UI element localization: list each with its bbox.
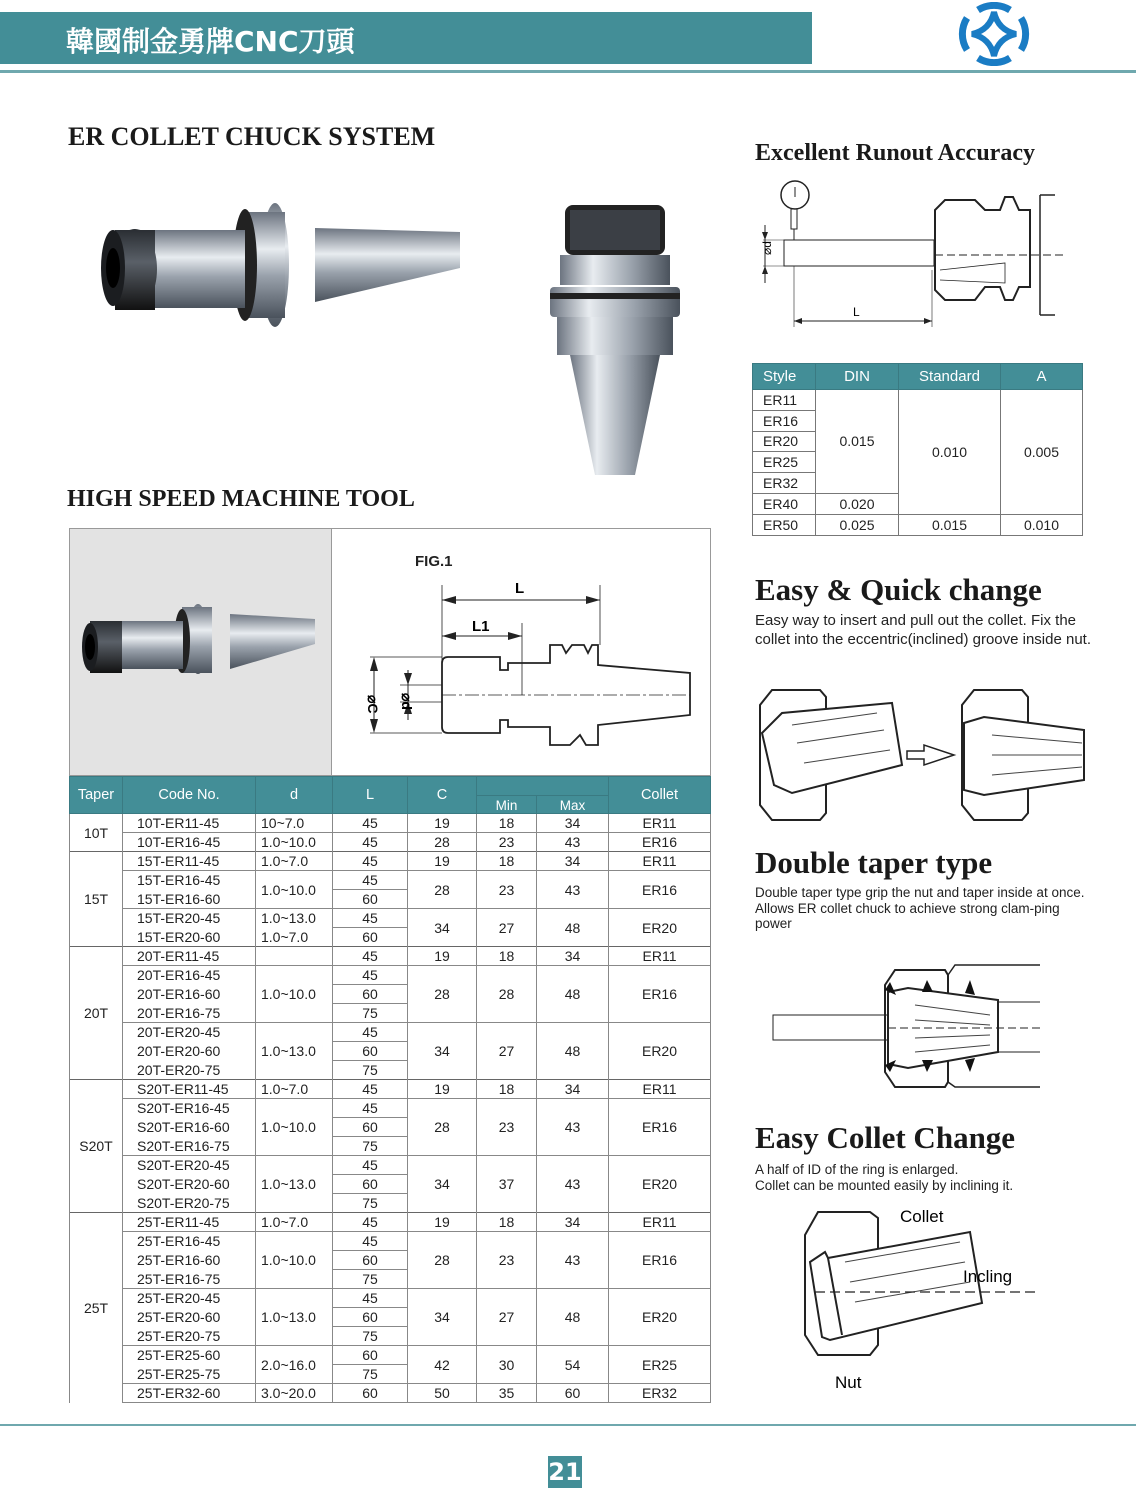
table-row xyxy=(70,1156,711,1175)
table-row xyxy=(70,1099,711,1118)
min-cell: 18 xyxy=(477,947,537,966)
code-cell: 20T-ER20-75 xyxy=(123,1061,256,1080)
col-header-C: C xyxy=(408,777,477,814)
col-header-d: d xyxy=(256,777,333,814)
code-cell: 10T-ER16-45 xyxy=(123,833,256,852)
fig1-dim-C: ⌀C xyxy=(365,695,381,714)
c-cell: 19 xyxy=(408,1213,477,1232)
c-cell: 28 xyxy=(408,966,477,1023)
length-cell: 60 xyxy=(333,928,408,947)
c-cell: 34 xyxy=(408,1156,477,1213)
table-row xyxy=(70,947,711,966)
page-number: 21 xyxy=(548,1458,582,1486)
din-value: 0.025 xyxy=(816,514,899,535)
c-cell: 42 xyxy=(408,1346,477,1384)
c-cell: 19 xyxy=(408,814,477,833)
table-row xyxy=(70,871,711,890)
max-cell: 43 xyxy=(537,1156,609,1213)
runout-dim-L: L xyxy=(853,305,860,319)
length-cell: 45 xyxy=(333,1232,408,1251)
c-cell: 34 xyxy=(408,1289,477,1346)
length-cell: 45 xyxy=(333,871,408,890)
code-cell: S20T-ER16-75 xyxy=(123,1137,256,1156)
length-cell: 60 xyxy=(333,1251,408,1270)
length-cell: 75 xyxy=(333,1137,408,1156)
collet-cell: ER20 xyxy=(609,1156,711,1213)
min-cell: 23 xyxy=(477,833,537,852)
length-cell: 60 xyxy=(333,1346,408,1365)
d-cell: 2.0~16.0 xyxy=(256,1346,333,1384)
collet-cell: ER20 xyxy=(609,909,711,947)
min-cell: 23 xyxy=(477,1232,537,1289)
double-taper-title: Double taper type xyxy=(755,845,993,880)
double-taper-description xyxy=(755,885,1085,932)
d-cell: 1.0~10.0 xyxy=(256,966,333,1023)
max-cell: 60 xyxy=(537,1384,609,1403)
length-cell: 75 xyxy=(333,1270,408,1289)
max-cell: 48 xyxy=(537,909,609,947)
length-cell: 45 xyxy=(333,909,408,928)
tool-holder-photo xyxy=(70,529,332,775)
style-cell: ER40 xyxy=(753,493,816,514)
collet-cell: ER32 xyxy=(609,1384,711,1403)
collet-cell: ER11 xyxy=(609,814,711,833)
c-cell: 19 xyxy=(408,947,477,966)
a-value: 0.005 xyxy=(1001,390,1083,515)
max-cell: 34 xyxy=(537,1213,609,1232)
header-title: 韓國制金勇牌CNC刀頭 xyxy=(66,25,355,58)
table-row xyxy=(70,909,711,928)
col-header-style: Style xyxy=(753,364,816,390)
code-cell: S20T-ER20-45 xyxy=(123,1156,256,1175)
length-cell: 60 xyxy=(333,890,408,909)
length-cell: 45 xyxy=(333,814,408,833)
arrow-right-icon xyxy=(907,745,954,765)
standard-value: 0.010 xyxy=(899,390,1001,515)
d-cell: 1.0~13.0 xyxy=(256,1023,333,1080)
tool-holder-spec-table xyxy=(69,776,711,1403)
d-cell xyxy=(256,947,333,966)
d-cell: 1.0~13.0 xyxy=(256,909,333,928)
collet-cell: ER16 xyxy=(609,966,711,1023)
collet-cell: ER11 xyxy=(609,852,711,871)
code-cell: S20T-ER16-45 xyxy=(123,1099,256,1118)
length-cell: 45 xyxy=(333,1080,408,1099)
d-cell: 1.0~10.0 xyxy=(256,871,333,909)
d-cell: 1.0~7.0 xyxy=(256,1213,333,1232)
din-value: 0.020 xyxy=(816,493,899,514)
easy-collet-change-title: Easy Collet Change xyxy=(755,1120,1016,1155)
col-header-max: Max xyxy=(537,796,609,814)
c-cell: 28 xyxy=(408,1232,477,1289)
code-cell: 25T-ER25-60 xyxy=(123,1346,256,1365)
code-cell: 20T-ER16-75 xyxy=(123,1004,256,1023)
fig1-dim-d: ⌀d xyxy=(399,693,415,710)
style-cell: ER11 xyxy=(753,390,816,411)
d-cell: 10~7.0 xyxy=(256,814,333,833)
c-cell: 28 xyxy=(408,1099,477,1156)
d-cell: 3.0~20.0 xyxy=(256,1384,333,1403)
collet-label: Collet xyxy=(900,1207,944,1226)
easy-collet-change-description xyxy=(755,1162,1095,1194)
code-cell: 25T-ER20-45 xyxy=(123,1289,256,1308)
length-cell: 45 xyxy=(333,966,408,985)
col-header-collet: Collet xyxy=(609,777,711,814)
code-cell: 20T-ER16-45 xyxy=(123,966,256,985)
runout-diagram xyxy=(755,175,1065,335)
max-cell: 43 xyxy=(537,871,609,909)
c-cell: 50 xyxy=(408,1384,477,1403)
taper-group-cell: 20T xyxy=(70,947,123,1080)
high-speed-photo-panel xyxy=(70,529,332,775)
collet-cell: ER25 xyxy=(609,1346,711,1384)
double-taper-desc-line1: Double taper type grip the nut and taper inside at once. xyxy=(755,885,1085,900)
min-cell: 23 xyxy=(477,1099,537,1156)
table-row xyxy=(70,1346,711,1365)
code-cell: 20T-ER20-45 xyxy=(123,1023,256,1042)
min-cell: 27 xyxy=(477,1023,537,1080)
max-cell: 48 xyxy=(537,1023,609,1080)
code-cell: 25T-ER16-60 xyxy=(123,1251,256,1270)
runout-accuracy-title: Excellent Runout Accuracy xyxy=(755,140,1035,166)
min-cell: 37 xyxy=(477,1156,537,1213)
table-row xyxy=(70,1384,711,1403)
d-cell: 1.0~7.0 xyxy=(256,928,333,947)
d-cell: 1.0~13.0 xyxy=(256,1156,333,1213)
standard-value: 0.015 xyxy=(899,514,1001,535)
er-collet-chuck-title: ER COLLET CHUCK SYSTEM xyxy=(68,122,436,151)
length-cell: 45 xyxy=(333,1099,408,1118)
min-cell: 28 xyxy=(477,966,537,1023)
d-cell: 1.0~10.0 xyxy=(256,833,333,852)
max-cell: 43 xyxy=(537,1099,609,1156)
code-cell: S20T-ER11-45 xyxy=(123,1080,256,1099)
length-cell: 60 xyxy=(333,1384,408,1403)
style-cell: ER25 xyxy=(753,452,816,473)
code-cell: 25T-ER11-45 xyxy=(123,1213,256,1232)
code-cell: 25T-ER32-60 xyxy=(123,1384,256,1403)
length-cell: 75 xyxy=(333,1194,408,1213)
d-cell: 1.0~7.0 xyxy=(256,852,333,871)
max-cell: 34 xyxy=(537,814,609,833)
length-cell: 60 xyxy=(333,1118,408,1137)
length-cell: 45 xyxy=(333,1156,408,1175)
max-cell: 43 xyxy=(537,833,609,852)
code-cell: 25T-ER20-75 xyxy=(123,1327,256,1346)
easy-quick-change-title: Easy & Quick change xyxy=(755,572,1042,607)
code-cell: 10T-ER11-45 xyxy=(123,814,256,833)
code-cell: 25T-ER16-45 xyxy=(123,1232,256,1251)
nut-label: Nut xyxy=(835,1373,862,1392)
code-cell: 25T-ER20-60 xyxy=(123,1308,256,1327)
din-value: 0.015 xyxy=(816,390,899,494)
fig1-label: FIG.1 xyxy=(415,553,453,570)
length-cell: 60 xyxy=(333,1308,408,1327)
style-cell: ER16 xyxy=(753,410,816,431)
code-cell: S20T-ER20-60 xyxy=(123,1175,256,1194)
collet-cell: ER20 xyxy=(609,1289,711,1346)
company-logo-icon xyxy=(958,2,1030,66)
tool-holder-photo-vertical xyxy=(545,195,685,480)
fig1-drawing xyxy=(360,575,705,755)
code-cell: 25T-ER25-75 xyxy=(123,1365,256,1384)
header-divider xyxy=(0,70,1136,73)
collet-cell: ER16 xyxy=(609,1099,711,1156)
table-row xyxy=(70,833,711,852)
c-cell: 28 xyxy=(408,833,477,852)
runout-dim-d: ⌀d xyxy=(760,241,774,255)
collet-incline-diagram xyxy=(800,1200,1040,1400)
min-cell: 23 xyxy=(477,871,537,909)
code-cell: 20T-ER20-60 xyxy=(123,1042,256,1061)
code-cell: 25T-ER16-75 xyxy=(123,1270,256,1289)
easy-quick-change-description: Easy way to insert and pull out the collet. Fix the collet into the eccentric(inclined) groove inside nut. xyxy=(755,612,1092,648)
min-cell: 18 xyxy=(477,1213,537,1232)
collet-cell: ER11 xyxy=(609,947,711,966)
table-row xyxy=(70,1232,711,1251)
min-cell: 27 xyxy=(477,909,537,947)
col-header-a: A xyxy=(1001,364,1083,390)
taper-group-cell: 10T xyxy=(70,814,123,852)
collet-desc-line1: A half of ID of the ring is enlarged. xyxy=(755,1162,959,1177)
d-cell: 1.0~7.0 xyxy=(256,1080,333,1099)
collet-cell: ER11 xyxy=(609,1213,711,1232)
table-row xyxy=(70,966,711,985)
c-cell: 34 xyxy=(408,1023,477,1080)
col-header-taper: Taper xyxy=(70,777,123,814)
taper-group-cell: S20T xyxy=(70,1080,123,1213)
col-header-range xyxy=(477,777,609,796)
min-cell: 27 xyxy=(477,1289,537,1346)
code-cell: 15T-ER11-45 xyxy=(123,852,256,871)
runout-accuracy-table xyxy=(752,363,1083,536)
collet-cell: ER20 xyxy=(609,1023,711,1080)
col-header-standard: Standard xyxy=(899,364,1001,390)
min-cell: 18 xyxy=(477,814,537,833)
taper-group-cell: 25T xyxy=(70,1213,123,1403)
table-row xyxy=(70,1289,711,1308)
high-speed-title: HIGH SPEED MACHINE TOOL xyxy=(67,486,415,512)
collet-insert-diagram xyxy=(752,685,1092,825)
tool-holder-photo-horizontal xyxy=(95,190,475,340)
footer-divider xyxy=(0,1424,1136,1426)
table-row xyxy=(70,1213,711,1232)
code-cell: 20T-ER11-45 xyxy=(123,947,256,966)
max-cell: 48 xyxy=(537,1289,609,1346)
d-cell: 1.0~13.0 xyxy=(256,1289,333,1346)
length-cell: 45 xyxy=(333,852,408,871)
table-row xyxy=(70,1080,711,1099)
code-cell: S20T-ER16-60 xyxy=(123,1118,256,1137)
c-cell: 19 xyxy=(408,852,477,871)
code-cell: 15T-ER20-45 xyxy=(123,909,256,928)
max-cell: 43 xyxy=(537,1232,609,1289)
max-cell: 34 xyxy=(537,852,609,871)
incling-label: Incling xyxy=(963,1267,1013,1286)
length-cell: 75 xyxy=(333,1061,408,1080)
max-cell: 34 xyxy=(537,1080,609,1099)
col-header-code: Code No. xyxy=(123,777,256,814)
fig1-dim-L: L xyxy=(515,580,525,597)
collet-cell: ER11 xyxy=(609,1080,711,1099)
length-cell: 75 xyxy=(333,1327,408,1346)
fig1-dim-L1: L1 xyxy=(472,618,490,635)
code-cell: 15T-ER20-60 xyxy=(123,928,256,947)
length-cell: 60 xyxy=(333,1042,408,1061)
max-cell: 48 xyxy=(537,966,609,1023)
min-cell: 18 xyxy=(477,1080,537,1099)
code-cell: S20T-ER20-75 xyxy=(123,1194,256,1213)
d-cell: 1.0~10.0 xyxy=(256,1099,333,1156)
length-cell: 45 xyxy=(333,1213,408,1232)
col-header-min: Min xyxy=(477,796,537,814)
min-cell: 35 xyxy=(477,1384,537,1403)
double-taper-desc-line2: Allows ER collet chuck to achieve strong clam-ping power xyxy=(755,900,1060,931)
c-cell: 34 xyxy=(408,909,477,947)
length-cell: 45 xyxy=(333,1289,408,1308)
length-cell: 75 xyxy=(333,1004,408,1023)
table-row xyxy=(70,1023,711,1042)
min-cell: 18 xyxy=(477,852,537,871)
collet-cell: ER16 xyxy=(609,833,711,852)
col-header-din: DIN xyxy=(816,364,899,390)
length-cell: 60 xyxy=(333,985,408,1004)
max-cell: 54 xyxy=(537,1346,609,1384)
min-cell: 30 xyxy=(477,1346,537,1384)
style-cell: ER50 xyxy=(753,514,816,535)
c-cell: 19 xyxy=(408,1080,477,1099)
table-row xyxy=(70,814,711,833)
collet-desc-line2: Collet can be mounted easily by inclining it. xyxy=(755,1178,1014,1193)
table-row xyxy=(70,852,711,871)
collet-cell: ER16 xyxy=(609,871,711,909)
c-cell: 28 xyxy=(408,871,477,909)
a-value: 0.010 xyxy=(1001,514,1083,535)
taper-group-cell: 15T xyxy=(70,852,123,947)
d-cell: 1.0~10.0 xyxy=(256,1232,333,1289)
max-cell: 34 xyxy=(537,947,609,966)
code-cell: 15T-ER16-60 xyxy=(123,890,256,909)
length-cell: 75 xyxy=(333,1365,408,1384)
length-cell: 45 xyxy=(333,947,408,966)
style-cell: ER20 xyxy=(753,431,816,452)
col-header-L: L xyxy=(333,777,408,814)
style-cell: ER32 xyxy=(753,473,816,494)
length-cell: 60 xyxy=(333,1175,408,1194)
code-cell: 15T-ER16-45 xyxy=(123,871,256,890)
length-cell: 45 xyxy=(333,833,408,852)
length-cell: 45 xyxy=(333,1023,408,1042)
collet-cell: ER16 xyxy=(609,1232,711,1289)
code-cell: 20T-ER16-60 xyxy=(123,985,256,1004)
double-taper-diagram xyxy=(770,960,1045,1092)
